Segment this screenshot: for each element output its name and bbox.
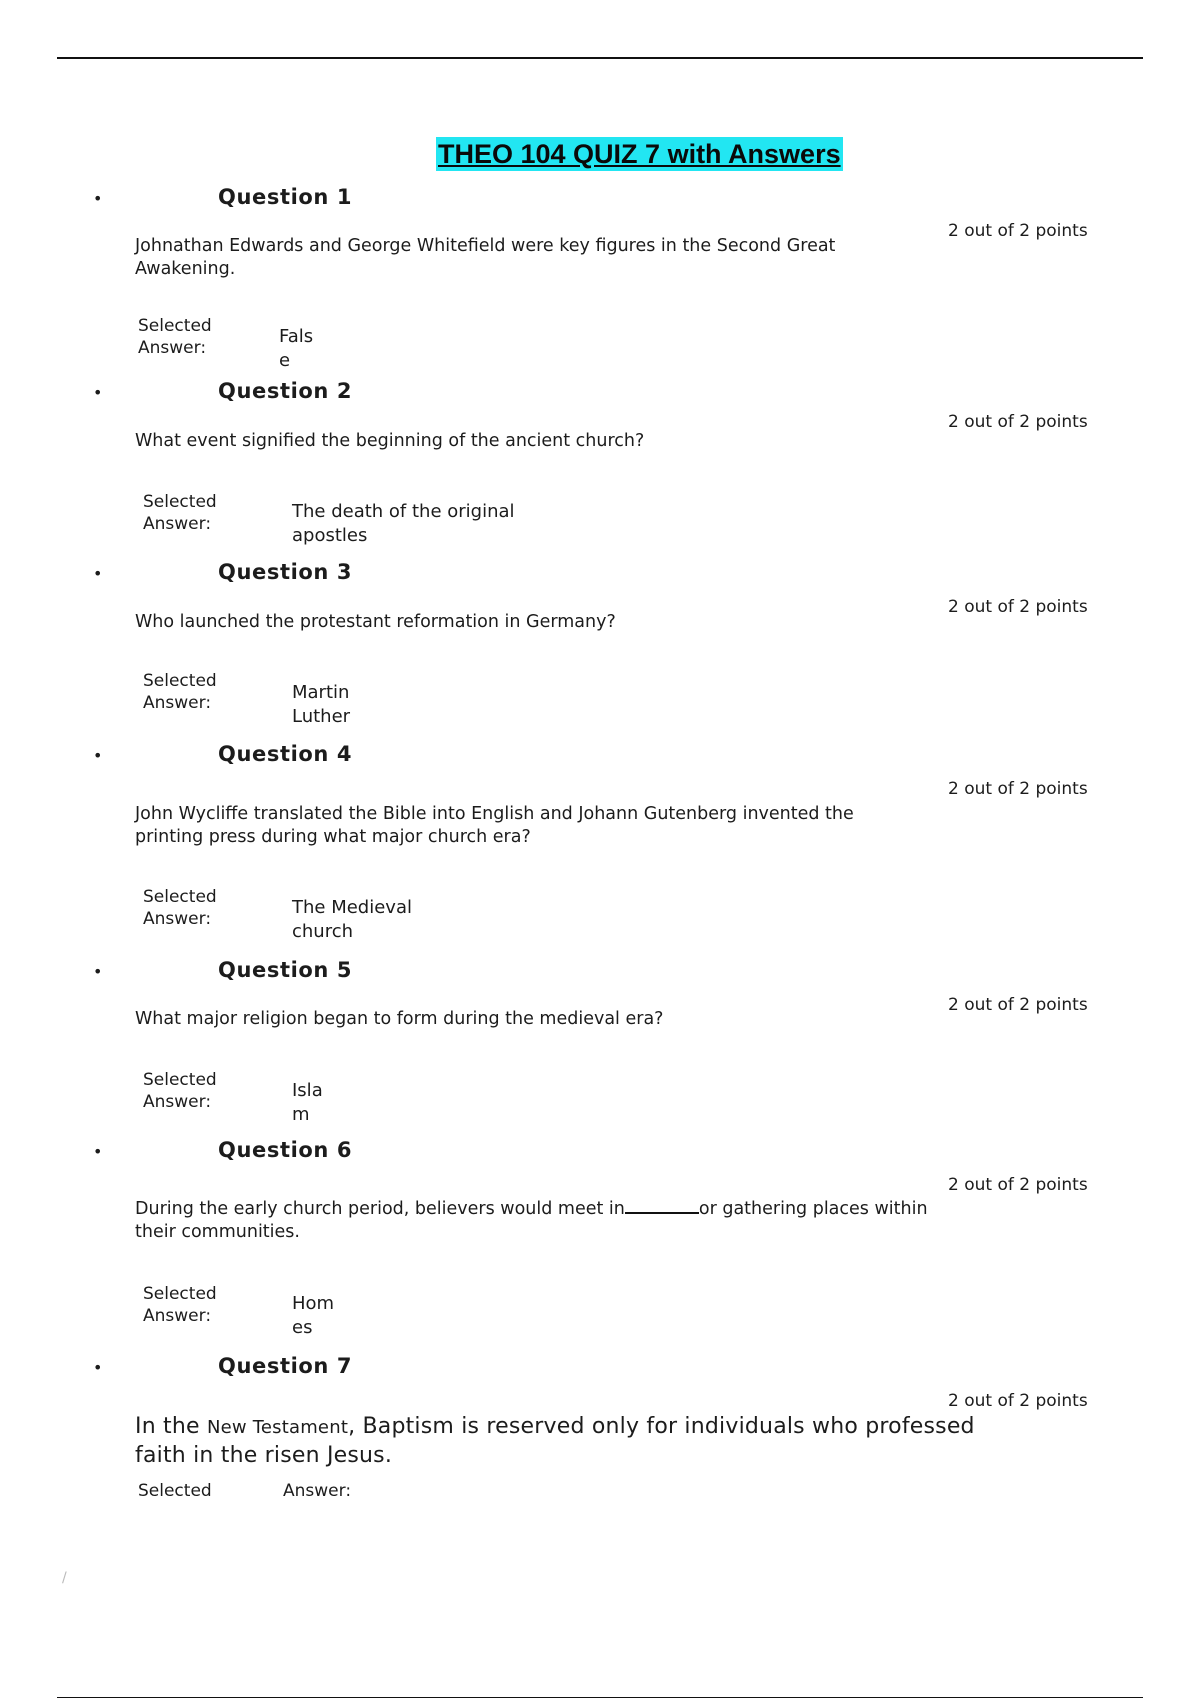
bullet: • bbox=[93, 189, 103, 208]
answer-line: apostles bbox=[292, 525, 368, 546]
label-line: Selected bbox=[143, 492, 217, 512]
label-line: Selected bbox=[143, 1070, 217, 1090]
selected-answer-value bbox=[292, 1292, 334, 1340]
question-text-line: faith in the risen Jesus. bbox=[135, 1443, 393, 1468]
selected-answer-label bbox=[143, 670, 253, 714]
question-text bbox=[135, 1413, 1075, 1470]
selected-answer-label bbox=[143, 886, 253, 930]
points-score: 2 out of 2 points bbox=[948, 221, 1088, 241]
question-text-line: printing press during what major church era? bbox=[135, 827, 531, 847]
selected-answer-label bbox=[143, 491, 253, 535]
bullet: • bbox=[93, 1358, 103, 1377]
question-text bbox=[135, 1198, 1075, 1244]
question-heading: Question 1 bbox=[218, 185, 353, 209]
label-line: Answer: bbox=[143, 1092, 212, 1112]
question-text-line: Awakening. bbox=[135, 259, 236, 279]
points-score: 2 out of 2 points bbox=[948, 995, 1088, 1015]
label-line: Selected bbox=[138, 316, 212, 336]
answer-line: Luther bbox=[292, 706, 351, 727]
question-text-part: New Testament bbox=[206, 1417, 349, 1438]
bullet: • bbox=[93, 746, 103, 765]
question-text-part: In the bbox=[135, 1414, 207, 1439]
question-text-line: Johnathan Edwards and George Whitefield were key figures in the Second Great bbox=[135, 236, 836, 256]
question-text-part: During the early church period, believers would meet in bbox=[135, 1199, 625, 1219]
question-heading: Question 5 bbox=[218, 958, 353, 982]
selected-label: Selected bbox=[138, 1481, 212, 1501]
question-text bbox=[135, 235, 965, 281]
label-line: Answer: bbox=[143, 514, 212, 534]
points-score: 2 out of 2 points bbox=[948, 779, 1088, 799]
selected-answer-value bbox=[279, 325, 313, 373]
points-score: 2 out of 2 points bbox=[948, 1391, 1088, 1411]
question-text-line: What major religion began to form during the medieval era? bbox=[135, 1009, 664, 1029]
stray-mark: / bbox=[62, 1570, 67, 1586]
label-line: Selected bbox=[143, 1284, 217, 1304]
bullet: • bbox=[93, 564, 103, 583]
answer-line: Isla bbox=[292, 1080, 323, 1101]
document-title: THEO 104 QUIZ 7 with Answers bbox=[438, 139, 841, 169]
bottom-rule bbox=[57, 1697, 1143, 1698]
question-heading: Question 6 bbox=[218, 1138, 353, 1162]
label-line: Answer: bbox=[143, 909, 212, 929]
question-heading: Question 3 bbox=[218, 560, 353, 584]
question-text-line: Who launched the protestant reformation in Germany? bbox=[135, 612, 616, 632]
selected-answer-value bbox=[292, 1079, 323, 1127]
question-heading: Question 4 bbox=[218, 742, 353, 766]
selected-answer-label bbox=[143, 1283, 253, 1327]
answer-line: Martin bbox=[292, 682, 350, 703]
points-score: 2 out of 2 points bbox=[948, 597, 1088, 617]
selected-answer-value bbox=[292, 681, 350, 729]
answer-line: Hom bbox=[292, 1293, 335, 1314]
label-line: Selected bbox=[143, 887, 217, 907]
label-line: Answer: bbox=[143, 1306, 212, 1326]
label-line: Selected bbox=[143, 671, 217, 691]
question-text bbox=[135, 803, 1035, 849]
selected-answer-value bbox=[292, 500, 515, 548]
answer-line: The death of the original bbox=[292, 501, 515, 522]
answer-line: m bbox=[292, 1104, 310, 1125]
fill-in-blank bbox=[625, 1198, 699, 1214]
bullet: • bbox=[93, 383, 103, 402]
selected-answer-value bbox=[292, 896, 412, 944]
question-heading: Question 2 bbox=[218, 379, 353, 403]
answer-line: Fals bbox=[279, 326, 314, 347]
selected-answer-label bbox=[138, 315, 248, 359]
answer-line: church bbox=[292, 921, 354, 942]
answer-line: es bbox=[292, 1317, 313, 1338]
question-heading: Question 7 bbox=[218, 1354, 353, 1378]
answer-line: The Medieval bbox=[292, 897, 412, 918]
question-text-line: John Wycliffe translated the Bible into English and Johann Gutenberg invented the bbox=[135, 804, 854, 824]
label-line: Answer: bbox=[138, 338, 207, 358]
bullet: • bbox=[93, 1142, 103, 1161]
question-text bbox=[135, 430, 965, 453]
bullet: • bbox=[93, 962, 103, 981]
selected-answer-label bbox=[143, 1069, 253, 1113]
question-text-line: their communities. bbox=[135, 1222, 300, 1242]
question-text-part: or gathering places within bbox=[698, 1199, 928, 1219]
question-text-line: What event signified the beginning of the ancient church? bbox=[135, 431, 645, 451]
label-line: Answer: bbox=[143, 693, 212, 713]
answer-label: Answer: bbox=[283, 1481, 352, 1501]
top-rule bbox=[57, 57, 1143, 59]
question-text bbox=[135, 1008, 965, 1031]
question-text bbox=[135, 611, 965, 634]
question-text-part: , Baptism is reserved only for individuals who professed bbox=[348, 1414, 975, 1439]
answer-line: e bbox=[279, 350, 291, 371]
points-score: 2 out of 2 points bbox=[948, 1175, 1088, 1195]
points-score: 2 out of 2 points bbox=[948, 412, 1088, 432]
